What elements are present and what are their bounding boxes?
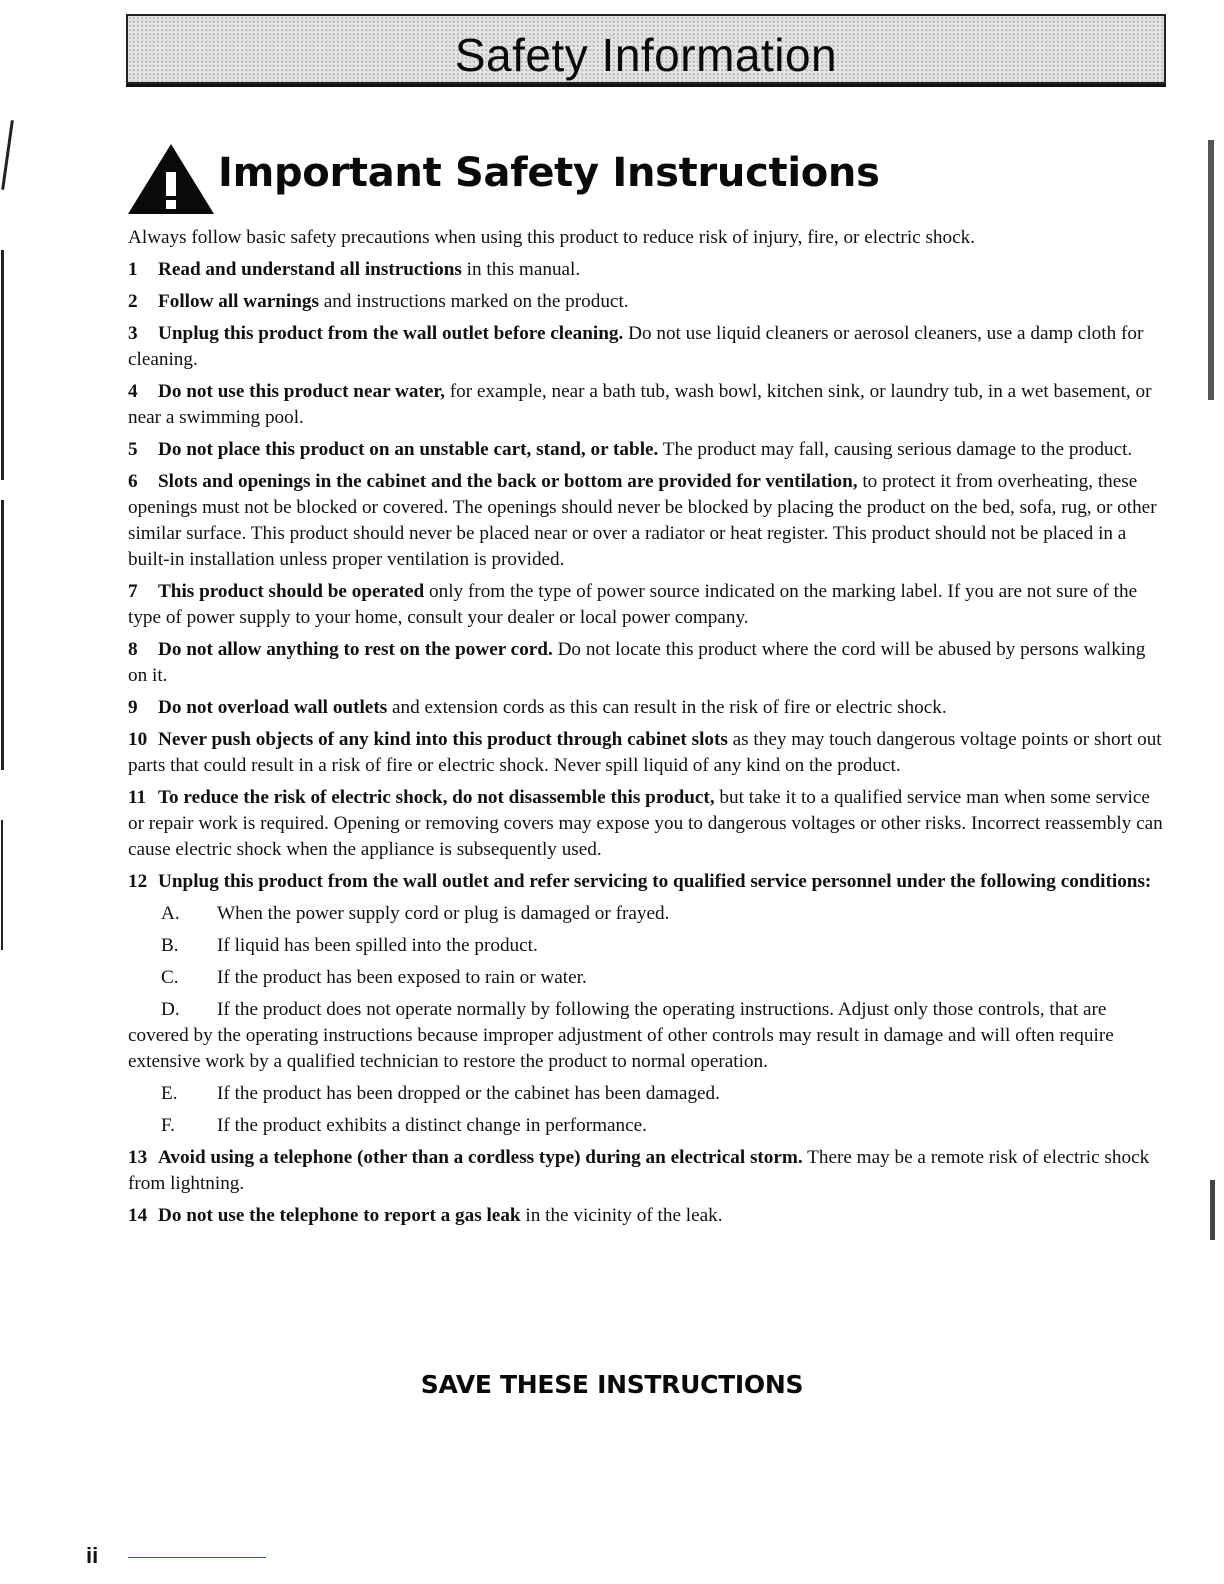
condition-text: If the product exhibits a distinct change in performance. <box>217 1115 647 1136</box>
item-bold: Slots and openings in the cabinet and the back or bottom are provided for ventilation, <box>158 471 858 492</box>
item-number: 2 <box>128 291 138 312</box>
condition-text: When the power supply cord or plug is damaged or frayed. <box>217 903 670 924</box>
item-number: 3 <box>128 323 138 344</box>
scan-edge-mark <box>1 500 4 770</box>
scan-edge-mark <box>1 120 14 190</box>
condition-letter: F. <box>161 1115 175 1136</box>
scan-edge-mark <box>1 820 3 950</box>
instructions-content <box>128 225 1168 1235</box>
instruction-item <box>128 289 1168 315</box>
section-title: Important Safety Instructions <box>218 150 880 196</box>
item-text: in this manual. <box>461 259 581 280</box>
warning-triangle-icon <box>126 142 216 216</box>
item-bold: Do not allow anything to rest on the power cord. <box>158 639 553 660</box>
condition-item <box>128 1113 1168 1139</box>
save-instructions-heading: SAVE THESE INSTRUCTIONS <box>420 1370 804 1399</box>
condition-text: If the product has been dropped or the cabinet has been damaged. <box>217 1083 720 1104</box>
instruction-item <box>128 321 1168 373</box>
item-text: for example, near a bath tub, wash bowl, kitchen sink, or laundry tub, in a wet basement, or near a swimming pool. <box>128 381 1152 428</box>
item-bold: Do not use this product near water, <box>158 381 445 402</box>
page-title: Safety Information <box>454 29 838 81</box>
header-banner <box>126 14 1166 84</box>
page-number: ii <box>86 1543 99 1568</box>
condition-letter: C. <box>161 967 179 988</box>
instruction-item <box>128 1203 1168 1229</box>
item-number: 14 <box>128 1205 148 1226</box>
instruction-item <box>128 379 1168 431</box>
instruction-item <box>128 257 1168 283</box>
intro-text: Always follow basic safety precautions when using this product to reduce risk of injury, fire, or electric shock. <box>128 227 976 248</box>
item-text: in the vicinity of the leak. <box>520 1205 723 1226</box>
item-bold: Read and understand all instructions <box>158 259 462 280</box>
condition-letter: B. <box>161 935 179 956</box>
section-heading <box>126 142 880 216</box>
item-number: 5 <box>128 439 138 460</box>
item-text: only from the type of power source indicated on the marking label. If you are not sure of the type of power supply to your home, consult your dealer or local power company. <box>128 581 1138 628</box>
item-text: Do not locate this product where the cord will be abused by persons walking on it. <box>128 639 1146 686</box>
item-text: The product may fall, causing serious damage to the product. <box>658 439 1133 460</box>
instruction-item <box>128 1145 1168 1197</box>
item-bold: Follow all warnings <box>158 291 319 312</box>
item-text: Do not use liquid cleaners or aerosol cleaners, use a damp cloth for cleaning. <box>128 323 1144 370</box>
item-text: There may be a remote risk of electric shock from lightning. <box>128 1147 1150 1194</box>
item-text: as they may touch dangerous voltage points or short out parts that could result in a risk of fire or electric shock. Never spill liquid of any kind on the product. <box>128 729 1162 776</box>
instruction-item <box>128 437 1168 463</box>
item-number: 8 <box>128 639 138 660</box>
scan-edge-mark <box>1 250 4 480</box>
header-rule <box>126 84 1166 87</box>
item-text: and instructions marked on the product. <box>318 291 629 312</box>
instruction-item <box>128 469 1168 573</box>
item-number: 7 <box>128 581 138 602</box>
item-number: 10 <box>128 729 148 750</box>
item-bold: Do not overload wall outlets <box>158 697 388 718</box>
item-bold: To reduce the risk of electric shock, do not disassemble this product, <box>158 787 715 808</box>
condition-item <box>128 933 1168 959</box>
instruction-item <box>128 869 1168 895</box>
instruction-item <box>128 695 1168 721</box>
item-number: 4 <box>128 381 138 402</box>
scan-edge-mark <box>1208 140 1214 400</box>
condition-letter: A. <box>161 903 180 924</box>
instruction-item <box>128 727 1168 779</box>
item-text: to protect it from overheating, these openings must not be blocked or covered. The openings should never be blocked by placing the product on the bed, sofa, rug, or other similar surface. This product should never be placed near or over a radiator or heat register. This product should not be placed in a built-in installation unless proper ventilation is provided. <box>128 471 1157 570</box>
instruction-item <box>128 637 1168 689</box>
item-number: 11 <box>128 787 147 808</box>
instruction-item <box>128 785 1168 863</box>
item-bold: Do not use the telephone to report a gas leak <box>158 1205 521 1226</box>
item-bold: Avoid using a telephone (other than a cordless type) during an electrical storm. <box>158 1147 803 1168</box>
instruction-item <box>128 579 1168 631</box>
item-bold: Never push objects of any kind into this product through cabinet slots <box>158 729 728 750</box>
item-bold: Unplug this product from the wall outlet and refer servicing to qualified service personnel under the following conditions: <box>158 871 1152 892</box>
scan-edge-mark <box>1210 1180 1215 1240</box>
item-number: 13 <box>128 1147 148 1168</box>
item-bold: Do not place this product on an unstable cart, stand, or table. <box>158 439 659 460</box>
item-text: but take it to a qualified service man when some service or repair work is required. Opening or removing covers may expose you to dangerous voltages or other risks. Incorrect reassembly can cause electric shock when the appliance is subsequently used. <box>128 787 1163 860</box>
condition-letter: E. <box>161 1083 178 1104</box>
condition-letter: D. <box>161 999 180 1020</box>
condition-text: If liquid has been spilled into the product. <box>217 935 538 956</box>
item-bold: Unplug this product from the wall outlet before cleaning. <box>158 323 624 344</box>
condition-item <box>128 965 1168 991</box>
item-number: 6 <box>128 471 138 492</box>
condition-text: If the product has been exposed to rain or water. <box>217 967 587 988</box>
item-bold: This product should be operated <box>158 581 425 602</box>
item-number: 1 <box>128 259 138 280</box>
item-number: 12 <box>128 871 148 892</box>
condition-item <box>128 997 1168 1075</box>
footer-rule <box>128 1557 266 1558</box>
condition-text: If the product does not operate normally by following the operating instructions. Adjust only those controls, that are covered by the operating instructions because improper adjustment of other controls may result in damage and will often require extensive work by a qualified technician to restore the product to normal operation. <box>128 999 1114 1072</box>
condition-item <box>128 1081 1168 1107</box>
item-text: and extension cords as this can result in the risk of fire or electric shock. <box>387 697 947 718</box>
condition-item <box>128 901 1168 927</box>
item-number: 9 <box>128 697 138 718</box>
